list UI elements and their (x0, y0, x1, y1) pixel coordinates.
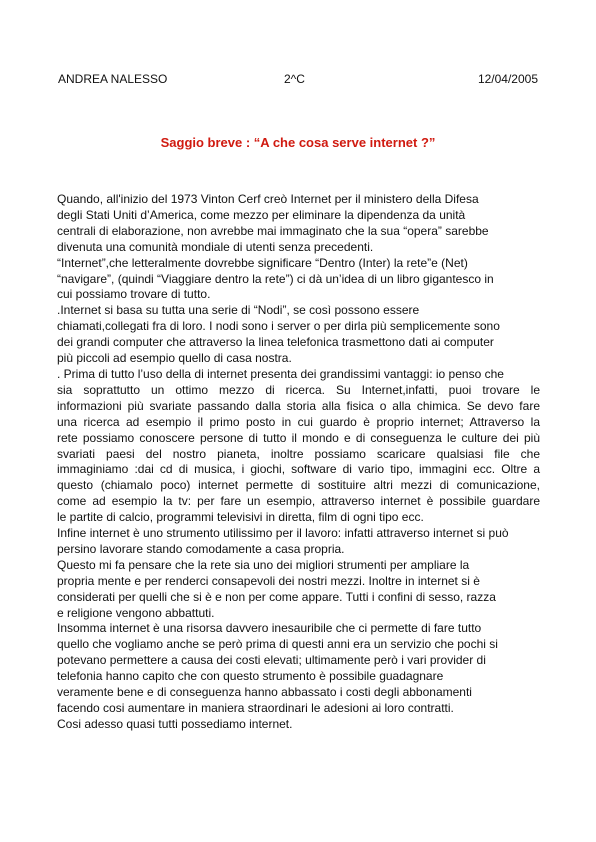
text-line: una ricerca ad esempio il primo posto in cui guardo è proprio internet; Attraverso la (57, 414, 540, 429)
essay-body (57, 192, 540, 733)
text-line: dei grandi computer che attraverso la linea telefonica trasmettono dati ai computer (57, 335, 494, 350)
text-line: .Internet si basa su tutta una serie di “Nodi”, se così possono essere (57, 303, 420, 318)
text-line: considerati per quelli che si è e non per come appare. Tutti i confini di sesso, razza (57, 589, 496, 604)
text-line: divenuta una comunità mondiale di utenti senza precedenti. (57, 239, 374, 254)
text-line: degli Stati Uniti d’America, come mezzo per eliminare la dipendenza da unità (57, 207, 466, 222)
class-label: 2^C (284, 72, 305, 86)
document-date: 12/04/2005 (477, 72, 538, 86)
text-line: informazioni più svariate passando dalla storia alla fisica o alla chimica. Se devo fare (57, 398, 540, 413)
text-line: svariati paesi del nostro pianeta, inoltre possiamo scaricare qualsiasi file che (57, 446, 540, 461)
text-line: persino lavorare stando comodamente a casa propria. (57, 541, 345, 556)
text-line: le partite di calcio, programmi televisivi in diretta, film di ogni tipo ecc. (57, 510, 424, 525)
text-line: Questo mi fa pensare che la rete sia uno dei migliori strumenti per ampliare la (57, 557, 470, 572)
text-line: cui possiamo trovare di tutto. (57, 287, 211, 302)
page-header (58, 72, 538, 88)
text-line: centrali di elaborazione, non avrebbe mai immaginato che la sua “opera” sarebbe (57, 223, 489, 238)
text-line: immaginiamo :dai cd di musica, i giochi, software di vario tipo, immagini ecc. Oltre a (57, 462, 540, 477)
text-line: potevano permettere a causa dei costi elevati; ultimamente però i vari provider di (57, 653, 486, 668)
text-line: “navigare”, (quindi “Viaggiare dentro la rete”) ci dà un’idea di un libro gigantesco in (57, 271, 494, 286)
essay-title: Saggio breve : “A che cosa serve internet ?” (160, 135, 436, 150)
author-name: ANDREA NALESSO (58, 72, 168, 86)
text-line: chiamati,collegati fra di loro. I nodi sono i server o per dirla più semplicemente sono (57, 319, 500, 334)
text-line: Quando, all'inizio del 1973 Vinton Cerf creò Internet per il ministero della Difesa (57, 192, 479, 206)
text-line: questo (chiamalo poco) internet permette di sostituire altri mezzi di comunicazione, (57, 478, 540, 493)
text-line: telefonia hanno capito che con questo strumento è possibile guadagnare (57, 669, 444, 684)
text-line: e religione vengono abbattuti. (57, 605, 215, 620)
text-line: Cosi adesso quasi tutti possediamo internet. (57, 716, 293, 731)
text-line: veramente bene e di conseguenza hanno abbassato i costi degli abbonamenti (57, 685, 472, 700)
text-line: Infine internet è uno strumento utilissimo per il lavoro: infatti attraverso internet si può (57, 526, 509, 541)
text-line: facendo cosi aumentare in maniera straordinari le adesioni ai loro contratti. (57, 701, 454, 715)
text-line: sia soprattutto un ottimo mezzo di ricerca. Su Internet,infatti, puoi trovare le (57, 382, 540, 397)
text-line: propria mente e per renderci consapevoli dei nostri mezzi. Inoltre in internet si è (57, 573, 480, 588)
text-line: come ad esempio la tv: per fare un esempio, attraverso internet è possibile guardare (57, 494, 540, 509)
text-line: “Internet”,che letteralmente dovrebbe significare “Dentro (Inter) la rete”e (Net) (57, 255, 468, 270)
text-line: . Prima di tutto l’uso della di internet presenta dei grandissimi vantaggi: io penso che (57, 366, 504, 381)
text-line: più piccoli ad esempio quello di casa nostra. (57, 351, 292, 366)
text-line: Insomma internet è una risorsa davvero inesauribile che ci permette di fare tutto (57, 621, 482, 636)
text-line: rete possiamo conoscere persone di tutto il mondo e di conseguenza le culture dei più (57, 430, 540, 445)
text-line: quello che vogliamo anche se però prima di questi anni era un servizio che pochi si (57, 637, 498, 652)
